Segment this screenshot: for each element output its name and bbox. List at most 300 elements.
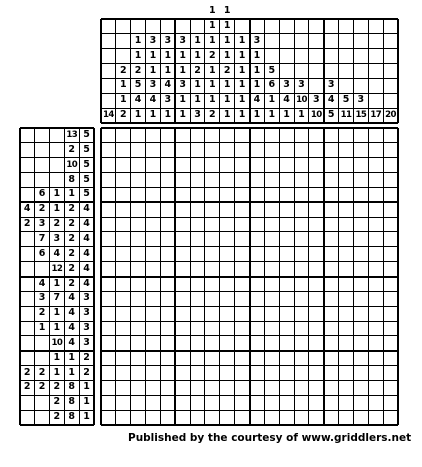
grid-cell[interactable]: [175, 158, 190, 173]
grid-cell[interactable]: [160, 395, 175, 410]
grid-cell[interactable]: [339, 306, 354, 321]
grid-cell[interactable]: [309, 336, 324, 351]
grid-cell[interactable]: [294, 202, 309, 217]
grid-cell[interactable]: [383, 321, 398, 336]
grid-cell[interactable]: [279, 366, 294, 381]
grid-cell[interactable]: [353, 291, 368, 306]
grid-cell[interactable]: [131, 202, 146, 217]
grid-cell[interactable]: [101, 321, 116, 336]
grid-cell[interactable]: [101, 217, 116, 232]
grid-cell[interactable]: [383, 395, 398, 410]
grid-cell[interactable]: [383, 143, 398, 158]
grid-cell[interactable]: [324, 277, 339, 292]
grid-cell[interactable]: [101, 232, 116, 247]
grid-cell[interactable]: [353, 395, 368, 410]
grid-cell[interactable]: [190, 158, 205, 173]
grid-cell[interactable]: [339, 247, 354, 262]
grid-cell[interactable]: [309, 247, 324, 262]
grid-cell[interactable]: [368, 277, 383, 292]
grid-cell[interactable]: [146, 410, 161, 425]
grid-cell[interactable]: [339, 277, 354, 292]
grid-cell[interactable]: [116, 380, 131, 395]
grid-cell[interactable]: [220, 262, 235, 277]
grid-cell[interactable]: [131, 366, 146, 381]
grid-cell[interactable]: [190, 336, 205, 351]
grid-cell[interactable]: [205, 187, 220, 202]
grid-cell[interactable]: [339, 187, 354, 202]
grid-cell[interactable]: [324, 410, 339, 425]
grid-cell[interactable]: [324, 366, 339, 381]
grid-cell[interactable]: [175, 277, 190, 292]
grid-cell[interactable]: [353, 351, 368, 366]
grid-cell[interactable]: [235, 351, 250, 366]
grid-cell[interactable]: [235, 202, 250, 217]
grid-cell[interactable]: [264, 143, 279, 158]
grid-cell[interactable]: [339, 291, 354, 306]
grid-cell[interactable]: [190, 321, 205, 336]
grid-cell[interactable]: [294, 262, 309, 277]
grid-cell[interactable]: [160, 336, 175, 351]
grid-cell[interactable]: [279, 187, 294, 202]
grid-cell[interactable]: [309, 217, 324, 232]
grid-cell[interactable]: [205, 232, 220, 247]
grid-cell[interactable]: [190, 173, 205, 188]
grid-cell[interactable]: [279, 336, 294, 351]
grid-cell[interactable]: [250, 336, 265, 351]
grid-cell[interactable]: [160, 158, 175, 173]
grid-cell[interactable]: [324, 217, 339, 232]
grid-cell[interactable]: [116, 351, 131, 366]
grid-cell[interactable]: [131, 380, 146, 395]
grid-cell[interactable]: [294, 380, 309, 395]
grid-cell[interactable]: [116, 173, 131, 188]
grid-cell[interactable]: [190, 187, 205, 202]
grid-cell[interactable]: [383, 291, 398, 306]
grid-cell[interactable]: [220, 232, 235, 247]
grid-cell[interactable]: [235, 158, 250, 173]
grid-cell[interactable]: [250, 291, 265, 306]
grid-cell[interactable]: [131, 232, 146, 247]
grid-cell[interactable]: [205, 291, 220, 306]
grid-cell[interactable]: [324, 291, 339, 306]
grid-cell[interactable]: [160, 291, 175, 306]
grid-cell[interactable]: [175, 351, 190, 366]
grid-cell[interactable]: [220, 395, 235, 410]
grid-cell[interactable]: [294, 173, 309, 188]
grid-cell[interactable]: [101, 187, 116, 202]
grid-cell[interactable]: [131, 336, 146, 351]
grid-cell[interactable]: [353, 217, 368, 232]
grid-cell[interactable]: [175, 232, 190, 247]
grid-cell[interactable]: [309, 128, 324, 143]
grid-cell[interactable]: [131, 158, 146, 173]
grid-cell[interactable]: [368, 202, 383, 217]
grid-cell[interactable]: [146, 187, 161, 202]
grid-cell[interactable]: [309, 277, 324, 292]
grid-cell[interactable]: [116, 395, 131, 410]
grid-cell[interactable]: [339, 143, 354, 158]
grid-cell[interactable]: [220, 306, 235, 321]
grid-cell[interactable]: [279, 128, 294, 143]
grid-cell[interactable]: [250, 187, 265, 202]
grid-cell[interactable]: [205, 277, 220, 292]
grid-cell[interactable]: [101, 247, 116, 262]
grid-cell[interactable]: [353, 306, 368, 321]
grid-cell[interactable]: [383, 232, 398, 247]
grid-cell[interactable]: [279, 217, 294, 232]
grid-cell[interactable]: [279, 380, 294, 395]
grid-cell[interactable]: [131, 217, 146, 232]
grid-cell[interactable]: [220, 128, 235, 143]
grid-cell[interactable]: [146, 291, 161, 306]
grid-cell[interactable]: [205, 380, 220, 395]
grid-cell[interactable]: [250, 321, 265, 336]
grid-cell[interactable]: [324, 173, 339, 188]
grid-cell[interactable]: [294, 321, 309, 336]
grid-cell[interactable]: [235, 306, 250, 321]
grid-cell[interactable]: [383, 202, 398, 217]
grid-cell[interactable]: [309, 306, 324, 321]
grid-cell[interactable]: [146, 247, 161, 262]
grid-cell[interactable]: [235, 247, 250, 262]
grid-cell[interactable]: [309, 410, 324, 425]
grid-cell[interactable]: [368, 158, 383, 173]
grid-cell[interactable]: [339, 158, 354, 173]
grid-cell[interactable]: [146, 202, 161, 217]
grid-cell[interactable]: [146, 217, 161, 232]
grid-cell[interactable]: [368, 291, 383, 306]
grid-cell[interactable]: [205, 173, 220, 188]
grid-cell[interactable]: [368, 395, 383, 410]
grid-cell[interactable]: [264, 277, 279, 292]
grid-cell[interactable]: [235, 366, 250, 381]
grid-cell[interactable]: [250, 158, 265, 173]
grid-cell[interactable]: [116, 143, 131, 158]
grid-cell[interactable]: [116, 366, 131, 381]
grid-cell[interactable]: [101, 366, 116, 381]
grid-cell[interactable]: [146, 158, 161, 173]
grid-cell[interactable]: [220, 173, 235, 188]
grid-cell[interactable]: [116, 158, 131, 173]
grid-cell[interactable]: [339, 202, 354, 217]
grid-cell[interactable]: [309, 232, 324, 247]
grid-cell[interactable]: [339, 336, 354, 351]
grid-cell[interactable]: [383, 262, 398, 277]
grid-cell[interactable]: [264, 291, 279, 306]
grid-cell[interactable]: [235, 232, 250, 247]
grid-cell[interactable]: [353, 247, 368, 262]
grid-cell[interactable]: [116, 336, 131, 351]
grid-cell[interactable]: [131, 291, 146, 306]
grid-cell[interactable]: [339, 217, 354, 232]
grid-cell[interactable]: [279, 351, 294, 366]
grid-cell[interactable]: [294, 410, 309, 425]
grid-cell[interactable]: [368, 173, 383, 188]
grid-cell[interactable]: [101, 143, 116, 158]
grid-cell[interactable]: [205, 351, 220, 366]
grid-cell[interactable]: [160, 232, 175, 247]
grid-cell[interactable]: [220, 351, 235, 366]
grid-cell[interactable]: [324, 247, 339, 262]
grid-cell[interactable]: [190, 232, 205, 247]
grid-cell[interactable]: [146, 277, 161, 292]
grid-cell[interactable]: [309, 380, 324, 395]
grid-cell[interactable]: [146, 380, 161, 395]
grid-cell[interactable]: [101, 202, 116, 217]
grid-cell[interactable]: [146, 306, 161, 321]
grid-cell[interactable]: [220, 321, 235, 336]
grid-cell[interactable]: [383, 128, 398, 143]
grid-cell[interactable]: [250, 143, 265, 158]
grid-cell[interactable]: [294, 336, 309, 351]
grid-cell[interactable]: [353, 202, 368, 217]
grid-cell[interactable]: [264, 187, 279, 202]
grid-cell[interactable]: [294, 306, 309, 321]
grid-cell[interactable]: [250, 351, 265, 366]
grid-cell[interactable]: [160, 202, 175, 217]
grid-cell[interactable]: [190, 217, 205, 232]
grid-cell[interactable]: [160, 306, 175, 321]
grid-cell[interactable]: [235, 173, 250, 188]
grid-cell[interactable]: [220, 291, 235, 306]
grid-cell[interactable]: [324, 321, 339, 336]
grid-cell[interactable]: [279, 173, 294, 188]
grid-cell[interactable]: [279, 202, 294, 217]
grid-cell[interactable]: [116, 291, 131, 306]
grid-cell[interactable]: [175, 187, 190, 202]
grid-cell[interactable]: [101, 173, 116, 188]
grid-cell[interactable]: [220, 277, 235, 292]
grid-cell[interactable]: [279, 143, 294, 158]
grid-cell[interactable]: [353, 366, 368, 381]
grid-cell[interactable]: [131, 128, 146, 143]
grid-cell[interactable]: [235, 128, 250, 143]
grid-cell[interactable]: [235, 291, 250, 306]
grid-cell[interactable]: [250, 217, 265, 232]
grid-cell[interactable]: [175, 395, 190, 410]
grid-cell[interactable]: [368, 410, 383, 425]
grid-cell[interactable]: [146, 173, 161, 188]
grid-cell[interactable]: [264, 232, 279, 247]
grid-cell[interactable]: [383, 306, 398, 321]
grid-cell[interactable]: [309, 158, 324, 173]
grid-cell[interactable]: [101, 277, 116, 292]
grid-cell[interactable]: [309, 173, 324, 188]
grid-cell[interactable]: [131, 395, 146, 410]
grid-cell[interactable]: [220, 336, 235, 351]
grid-cell[interactable]: [368, 306, 383, 321]
grid-cell[interactable]: [294, 128, 309, 143]
grid-cell[interactable]: [309, 187, 324, 202]
grid-cell[interactable]: [250, 232, 265, 247]
grid-cell[interactable]: [353, 410, 368, 425]
grid-cell[interactable]: [264, 247, 279, 262]
grid-cell[interactable]: [131, 277, 146, 292]
grid-cell[interactable]: [160, 128, 175, 143]
grid-cell[interactable]: [324, 158, 339, 173]
grid-cell[interactable]: [160, 143, 175, 158]
grid-cell[interactable]: [324, 336, 339, 351]
grid-cell[interactable]: [353, 232, 368, 247]
grid-cell[interactable]: [101, 306, 116, 321]
grid-cell[interactable]: [160, 410, 175, 425]
grid-cell[interactable]: [279, 232, 294, 247]
grid-cell[interactable]: [160, 351, 175, 366]
grid-cell[interactable]: [264, 217, 279, 232]
grid-cell[interactable]: [160, 321, 175, 336]
grid-cell[interactable]: [175, 410, 190, 425]
grid-cell[interactable]: [190, 247, 205, 262]
grid-cell[interactable]: [116, 217, 131, 232]
grid-cell[interactable]: [175, 306, 190, 321]
grid-cell[interactable]: [309, 291, 324, 306]
grid-cell[interactable]: [324, 232, 339, 247]
grid-cell[interactable]: [205, 247, 220, 262]
grid-cell[interactable]: [294, 143, 309, 158]
grid-cell[interactable]: [250, 262, 265, 277]
grid-cell[interactable]: [339, 380, 354, 395]
grid-cell[interactable]: [131, 351, 146, 366]
grid-cell[interactable]: [146, 395, 161, 410]
grid-cell[interactable]: [101, 336, 116, 351]
grid-cell[interactable]: [146, 232, 161, 247]
grid-cell[interactable]: [264, 336, 279, 351]
grid-cell[interactable]: [131, 262, 146, 277]
grid-cell[interactable]: [205, 366, 220, 381]
grid-cell[interactable]: [220, 158, 235, 173]
grid-cell[interactable]: [383, 158, 398, 173]
grid-cell[interactable]: [383, 247, 398, 262]
grid-cell[interactable]: [175, 217, 190, 232]
grid-cell[interactable]: [353, 277, 368, 292]
grid-cell[interactable]: [279, 395, 294, 410]
grid-cell[interactable]: [220, 410, 235, 425]
grid-cell[interactable]: [146, 128, 161, 143]
grid-cell[interactable]: [175, 336, 190, 351]
grid-cell[interactable]: [368, 128, 383, 143]
grid-cell[interactable]: [190, 351, 205, 366]
grid-cell[interactable]: [235, 217, 250, 232]
grid-cell[interactable]: [324, 351, 339, 366]
grid-cell[interactable]: [205, 202, 220, 217]
grid-cell[interactable]: [383, 217, 398, 232]
grid-cell[interactable]: [205, 217, 220, 232]
grid-cell[interactable]: [190, 395, 205, 410]
grid-cell[interactable]: [190, 262, 205, 277]
grid-cell[interactable]: [339, 351, 354, 366]
grid-cell[interactable]: [309, 262, 324, 277]
grid-cell[interactable]: [101, 395, 116, 410]
grid-cell[interactable]: [264, 366, 279, 381]
grid-cell[interactable]: [250, 395, 265, 410]
grid-cell[interactable]: [220, 217, 235, 232]
grid-cell[interactable]: [324, 202, 339, 217]
grid-cell[interactable]: [339, 410, 354, 425]
grid-cell[interactable]: [324, 187, 339, 202]
grid-cell[interactable]: [264, 262, 279, 277]
grid-cell[interactable]: [160, 366, 175, 381]
grid-cell[interactable]: [235, 380, 250, 395]
grid-cell[interactable]: [309, 143, 324, 158]
grid-cell[interactable]: [264, 321, 279, 336]
grid-cell[interactable]: [368, 351, 383, 366]
grid-cell[interactable]: [279, 247, 294, 262]
grid-cell[interactable]: [175, 380, 190, 395]
grid-cell[interactable]: [294, 247, 309, 262]
grid-cell[interactable]: [205, 395, 220, 410]
grid-cell[interactable]: [146, 336, 161, 351]
grid-cell[interactable]: [383, 173, 398, 188]
grid-cell[interactable]: [116, 247, 131, 262]
grid-cell[interactable]: [294, 366, 309, 381]
grid-cell[interactable]: [205, 158, 220, 173]
grid-cell[interactable]: [383, 366, 398, 381]
grid-cell[interactable]: [279, 291, 294, 306]
grid-cell[interactable]: [175, 247, 190, 262]
grid-cell[interactable]: [235, 277, 250, 292]
grid-cell[interactable]: [324, 262, 339, 277]
grid-cell[interactable]: [383, 336, 398, 351]
grid-cell[interactable]: [146, 366, 161, 381]
grid-cell[interactable]: [250, 173, 265, 188]
grid-cell[interactable]: [250, 247, 265, 262]
grid-cell[interactable]: [309, 395, 324, 410]
grid-cell[interactable]: [131, 321, 146, 336]
grid-cell[interactable]: [175, 366, 190, 381]
grid-cell[interactable]: [116, 277, 131, 292]
grid-cell[interactable]: [160, 277, 175, 292]
grid-cell[interactable]: [235, 321, 250, 336]
grid-cell[interactable]: [264, 410, 279, 425]
grid-cell[interactable]: [116, 187, 131, 202]
grid-cell[interactable]: [205, 321, 220, 336]
grid-cell[interactable]: [339, 321, 354, 336]
grid-cell[interactable]: [190, 128, 205, 143]
grid-cell[interactable]: [383, 277, 398, 292]
grid-cell[interactable]: [383, 187, 398, 202]
grid-cell[interactable]: [175, 143, 190, 158]
grid-cell[interactable]: [190, 306, 205, 321]
grid-cell[interactable]: [101, 262, 116, 277]
grid-cell[interactable]: [309, 321, 324, 336]
grid-cell[interactable]: [383, 380, 398, 395]
grid-cell[interactable]: [205, 262, 220, 277]
grid-cell[interactable]: [353, 336, 368, 351]
grid-cell[interactable]: [101, 158, 116, 173]
grid-cell[interactable]: [131, 247, 146, 262]
grid-cell[interactable]: [383, 351, 398, 366]
grid-cell[interactable]: [353, 173, 368, 188]
grid-cell[interactable]: [309, 366, 324, 381]
grid-cell[interactable]: [264, 128, 279, 143]
grid-cell[interactable]: [279, 277, 294, 292]
grid-cell[interactable]: [279, 158, 294, 173]
grid-cell[interactable]: [250, 128, 265, 143]
grid-cell[interactable]: [324, 395, 339, 410]
grid-cell[interactable]: [116, 410, 131, 425]
grid-cell[interactable]: [309, 202, 324, 217]
grid-cell[interactable]: [368, 380, 383, 395]
grid-cell[interactable]: [116, 321, 131, 336]
grid-cell[interactable]: [160, 262, 175, 277]
grid-cell[interactable]: [131, 187, 146, 202]
grid-cell[interactable]: [339, 262, 354, 277]
grid-cell[interactable]: [294, 291, 309, 306]
grid-cell[interactable]: [294, 351, 309, 366]
grid-cell[interactable]: [250, 202, 265, 217]
grid-cell[interactable]: [383, 410, 398, 425]
grid-cell[interactable]: [309, 351, 324, 366]
